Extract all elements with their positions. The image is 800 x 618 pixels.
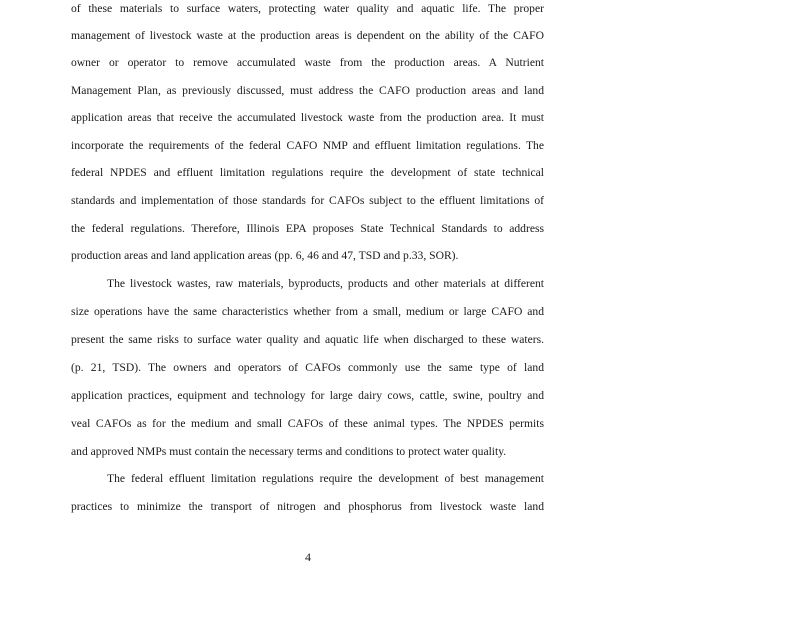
text-line: application areas that receive the accumulated livestock waste from the production area. It must <box>71 111 544 124</box>
text-line: practices to minimize the transport of nitrogen and phosphorus from livestock waste land <box>71 500 544 513</box>
paragraph-first-line: The federal effluent limitation regulations require the development of best management <box>107 472 544 485</box>
paragraph-first-line: The livestock wastes, raw materials, byproducts, products and other materials at different <box>107 277 544 290</box>
text-line: Management Plan, as previously discussed, must address the CAFO production areas and land <box>71 84 544 97</box>
text-line: federal NPDES and effluent limitation regulations require the development of state technical <box>71 166 544 179</box>
page-number: 4 <box>305 550 311 564</box>
text-line: size operations have the same characteristics whether from a small, medium or large CAFO and <box>71 305 544 318</box>
text-line: the federal regulations. Therefore, Illinois EPA proposes State Technical Standards to address <box>71 222 544 235</box>
text-line: standards and implementation of those standards for CAFOs subject to the effluent limitations of <box>71 194 544 207</box>
text-line: management of livestock waste at the production areas is dependent on the ability of the CAFO <box>71 29 544 42</box>
text-line: of these materials to surface waters, protecting water quality and aquatic life. The proper <box>71 2 544 15</box>
text-line: veal CAFOs as for the medium and small CAFOs of these animal types. The NPDES permits <box>71 417 544 430</box>
text-line: (p. 21, TSD). The owners and operators of CAFOs commonly use the same type of land <box>71 361 544 374</box>
text-line: owner or operator to remove accumulated waste from the production areas. A Nutrient <box>71 56 544 69</box>
text-line: present the same risks to surface water quality and aquatic life when discharged to these waters. <box>71 333 544 346</box>
text-line: production areas and land application areas (pp. 6, 46 and 47, TSD and p.33, SOR). <box>71 249 459 262</box>
text-line: application practices, equipment and technology for large dairy cows, cattle, swine, poultry and <box>71 389 544 402</box>
text-line: and approved NMPs must contain the necessary terms and conditions to protect water quality. <box>71 445 507 458</box>
text-line: incorporate the requirements of the federal CAFO NMP and effluent limitation regulations. The <box>71 139 544 152</box>
